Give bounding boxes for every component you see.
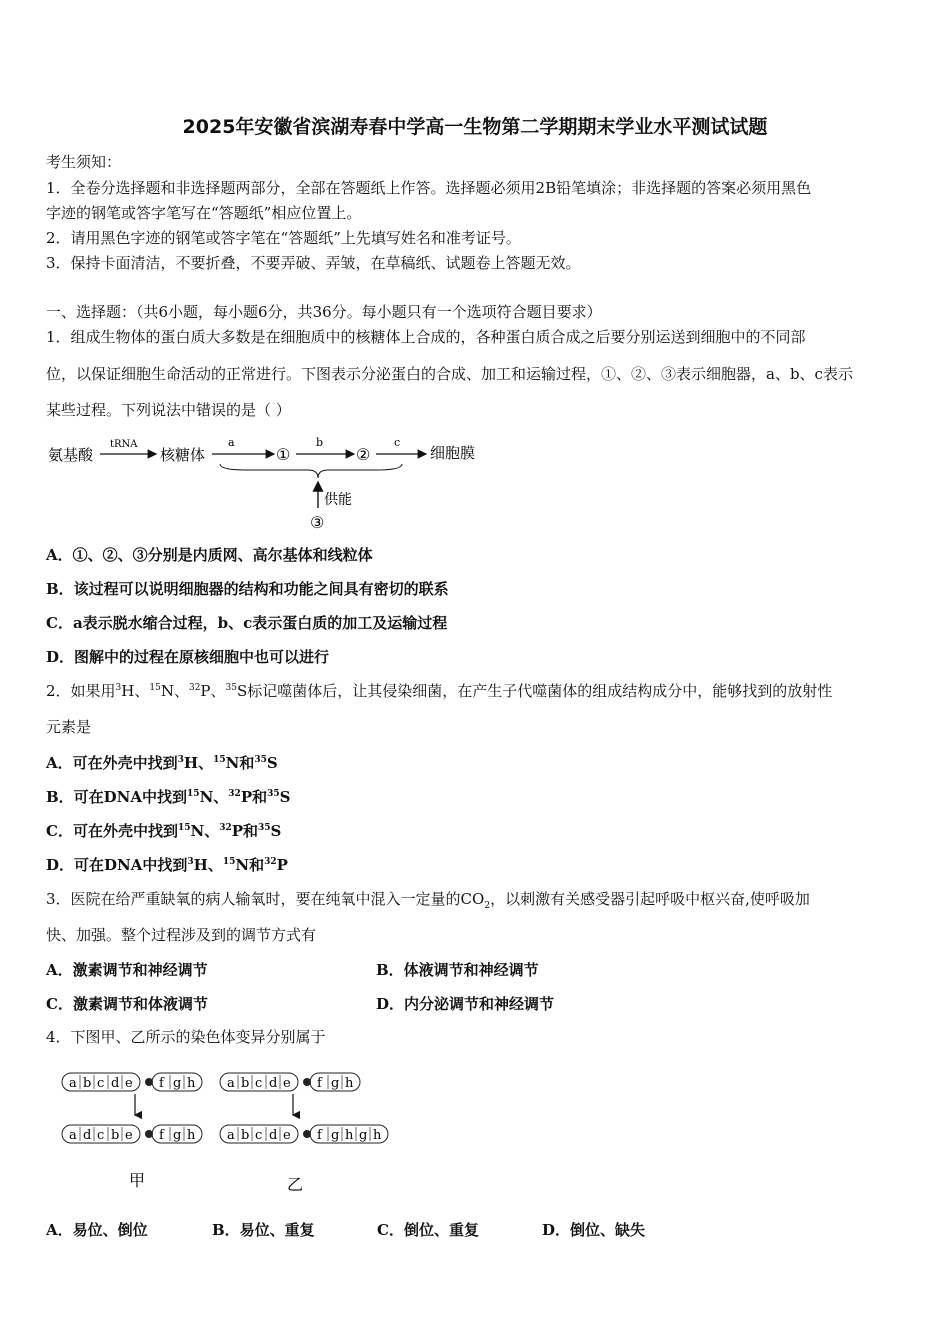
gene-label: c: [255, 1076, 263, 1091]
centromere: [145, 1078, 153, 1086]
gene-label: e: [283, 1076, 291, 1091]
question-2-stem: 2．如果用$^3$H、$^{15}$N、$^{32}$P、$^{35}$S标记噬菌体后，让其侵染细菌，在产生子代噬菌体的组成结构成分中，能够找到的放射性: [46, 682, 833, 700]
notice-item: 3．保持卡面清洁，不要折叠，不要弄破、弄皱，在草稿纸、试题卷上答题无效。: [46, 254, 581, 272]
gene-label: f: [317, 1128, 322, 1143]
centromere: [145, 1130, 153, 1138]
question-3-option-b[interactable]: B．体液调节和神经调节: [376, 961, 539, 979]
diagram-organelle-2: ②: [356, 445, 371, 464]
gene-label: h: [373, 1128, 382, 1143]
question-1-stem: 位，以保证细胞生命活动的正常进行。下图表示分泌蛋白的合成、加工和运输过程，①、②、③表示细胞器，a、b、c表示: [46, 365, 853, 383]
diagram-organelle-3: ③: [310, 513, 325, 532]
diagram-label-c: c: [394, 436, 401, 449]
notice-heading: 考生须知：: [46, 153, 122, 171]
question-3-option-a[interactable]: A．激素调节和神经调节: [46, 961, 208, 979]
notice-item: 字迹的钢笔或答字笔写在“答题纸”相应位置上。: [46, 204, 362, 222]
question-1-option-a[interactable]: A．①、②、③分别是内质网、高尔基体和线粒体: [46, 546, 373, 564]
gene-label: f: [317, 1076, 322, 1091]
gene-label: a: [69, 1076, 77, 1091]
gene-label: f: [159, 1128, 164, 1143]
gene-label: g: [359, 1128, 368, 1143]
question-3-option-c[interactable]: C．激素调节和体液调节: [46, 995, 208, 1013]
question-2-stem: 元素是: [46, 718, 92, 736]
question-2-option-b[interactable]: B．可在DNA中找到$^{15}$N、$^{32}$P和$^{35}$S: [46, 788, 291, 806]
question-1-option-c[interactable]: C．a表示脱水缩合过程，b、c表示蛋白质的加工及运输过程: [46, 614, 448, 632]
gene-label: h: [187, 1128, 196, 1143]
question-2-option-d[interactable]: D．可在DNA中找到$^3$H、$^{15}$N和$^{32}$P: [46, 856, 288, 874]
gene-label: a: [227, 1076, 235, 1091]
question-1-stem: 某些过程。下列说法中错误的是（ ）: [46, 401, 291, 419]
gene-label: e: [283, 1128, 291, 1143]
diagram-ribosome: 核糖体: [160, 446, 206, 464]
diagram-organelle-1: ①: [276, 445, 291, 464]
question-4-option-d[interactable]: D．倒位、缺失: [542, 1221, 646, 1239]
question-2-option-a[interactable]: A．可在外壳中找到$^3$H、$^{15}$N和$^{35}$S: [46, 754, 278, 772]
diagram-energy-label: 供能: [324, 492, 352, 508]
gene-label: c: [255, 1128, 263, 1143]
diagram-label-b: b: [316, 436, 324, 449]
gene-label: a: [69, 1128, 77, 1143]
gene-label: c: [97, 1128, 105, 1143]
gene-label: g: [331, 1128, 340, 1143]
gene-label: c: [97, 1076, 105, 1091]
gene-label: h: [345, 1128, 354, 1143]
chromosome-jia-before: [62, 1073, 202, 1091]
question-3-stem: 3．医院在给严重缺氧的病人输氧时，要在纯氧中混入一定量的$CO_2$，以刺激有关感受器引起呼吸中枢兴奋,使呼吸加: [46, 890, 810, 911]
diagram-brace: [220, 464, 402, 478]
gene-label: e: [125, 1128, 133, 1143]
question-1-option-b[interactable]: B．该过程可以说明细胞器的结构和功能之间具有密切的联系: [46, 580, 449, 598]
diagram-amino-acid: 氨基酸: [48, 446, 94, 464]
centromere: [303, 1078, 311, 1086]
page-title: 2025年安徽省滨湖寿春中学高一生物第二学期期末学业水平测试试题: [182, 116, 768, 138]
gene-label: a: [227, 1128, 235, 1143]
chromosome-variation-diagram: [56, 1060, 396, 1200]
gene-label: b: [241, 1076, 250, 1091]
label-jia: 甲: [129, 1171, 146, 1190]
notice-item: 2．请用黑色字迹的钢笔或答字笔在“答题纸”上先填写姓名和准考证号。: [46, 229, 521, 247]
gene-label: g: [173, 1128, 182, 1143]
question-4-option-b[interactable]: B．易位、重复: [212, 1221, 315, 1239]
gene-label: f: [159, 1076, 164, 1091]
diagram-label-a: a: [228, 436, 235, 449]
gene-label: h: [345, 1076, 354, 1091]
gene-label: d: [83, 1128, 92, 1143]
question-2-option-c[interactable]: C．可在外壳中找到$^{15}$N、$^{32}$P和$^{35}$S: [46, 822, 282, 840]
notice-item: 1．全卷分选择题和非选择题两部分，全部在答题纸上作答。选择题必须用2B铅笔填涂；非选择题的答案必须用黑色: [46, 179, 812, 197]
question-3-stem: 快、加强。整个过程涉及到的调节方式有: [46, 926, 317, 944]
question-4-option-c[interactable]: C．倒位、重复: [377, 1221, 479, 1239]
protein-secretion-diagram: [46, 432, 516, 532]
diagram-cell-membrane: 细胞膜: [430, 444, 476, 462]
gene-label: h: [187, 1076, 196, 1091]
section-heading: 一、选择题：（共6小题，每小题6分，共36分。每小题只有一个选项符合题目要求）: [46, 303, 602, 321]
question-1-stem: 1．组成生物体的蛋白质大多数是在细胞质中的核糖体上合成的，各种蛋白质合成之后要分别运送到细胞中的不同部: [46, 328, 806, 346]
gene-label: b: [83, 1076, 92, 1091]
gene-label: g: [173, 1076, 182, 1091]
chromosome-group: [62, 1073, 388, 1143]
gene-label: d: [111, 1076, 120, 1091]
label-yi: 乙: [287, 1175, 304, 1194]
question-1-option-d[interactable]: D．图解中的过程在原核细胞中也可以进行: [46, 648, 330, 666]
centromere: [303, 1130, 311, 1138]
chromosome-jia-after: [62, 1125, 202, 1143]
question-4-stem: 4．下图甲、乙所示的染色体变异分别属于: [46, 1028, 326, 1046]
gene-label: b: [241, 1128, 250, 1143]
chromosome-yi-after: [220, 1125, 388, 1143]
question-4-option-a[interactable]: A．易位、倒位: [46, 1221, 148, 1239]
gene-label: d: [269, 1076, 278, 1091]
gene-label: d: [269, 1128, 278, 1143]
gene-label: b: [111, 1128, 120, 1143]
gene-label: e: [125, 1076, 133, 1091]
question-3-option-d[interactable]: D．内分泌调节和神经调节: [376, 995, 555, 1013]
gene-label: g: [331, 1076, 340, 1091]
chromosome-yi-before: [220, 1073, 360, 1091]
diagram-trna-label: tRNA: [110, 439, 138, 450]
